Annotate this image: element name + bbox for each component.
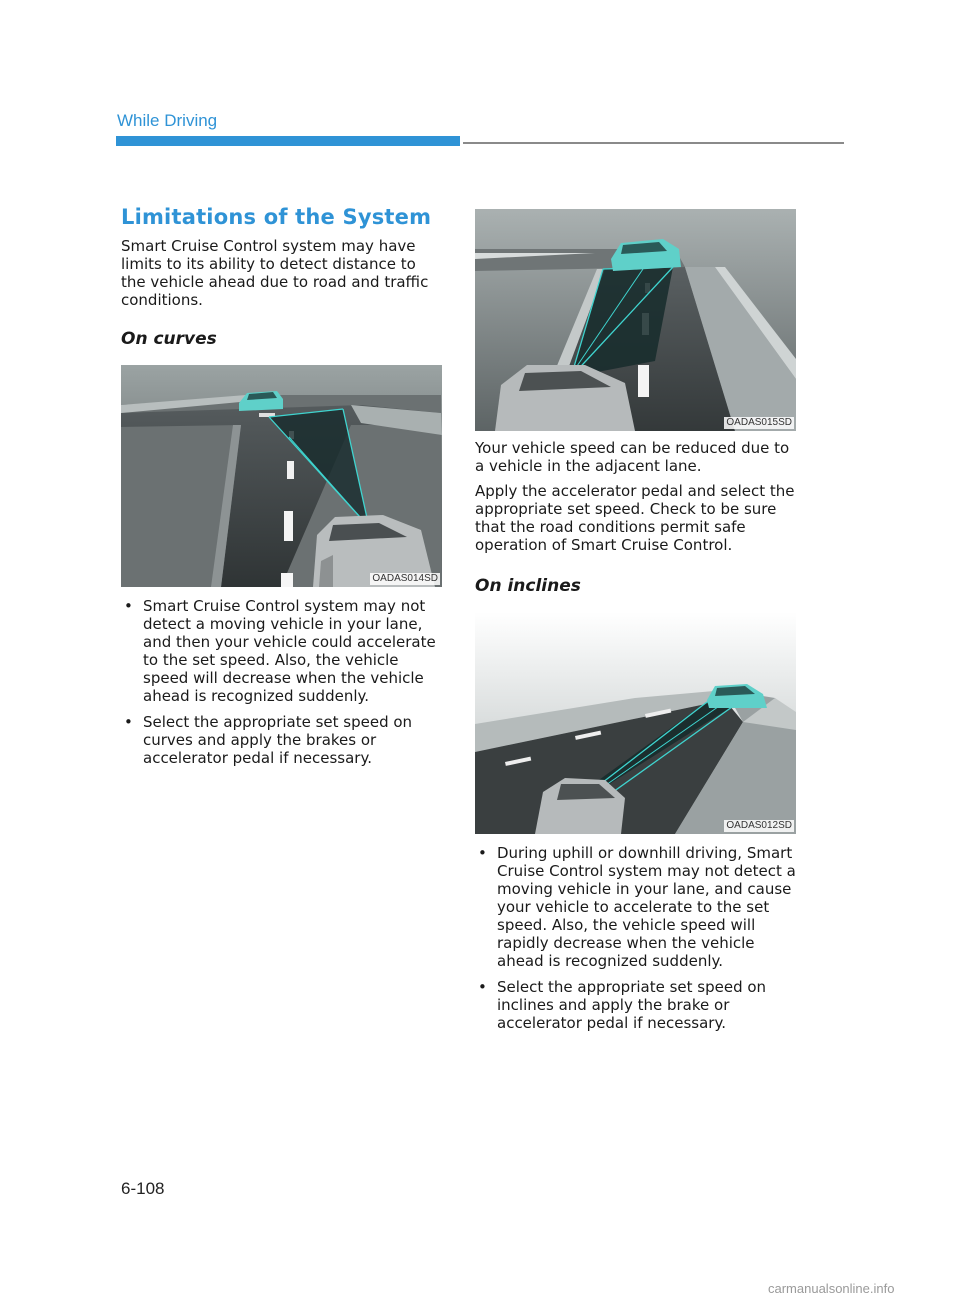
header-bar-accent [116, 136, 460, 146]
right-column [475, 209, 797, 1040]
curves-illustration [121, 365, 442, 587]
curves-title: On curves [121, 329, 217, 349]
inclines-title: On inclines [475, 576, 581, 596]
figure-code: OADAS014SD [372, 573, 438, 584]
inclines-bullet-list [475, 844, 797, 1032]
list-item: • During uphill or downhill driving, Smart Cruise Control system may not detect a moving vehicle in your lane, and cause your vehicle to accelerate to the set speed. Also, the vehicle speed will rapidly decrease when the vehicle ahead is recognized suddenly. [478, 844, 796, 970]
watermark: carmanualsonline.info [768, 1281, 895, 1296]
adjacent-lane-illustration [475, 209, 796, 431]
lead-vehicle [611, 239, 681, 271]
figure-inclines [475, 612, 796, 834]
adjacent-lane-paragraph: Your vehicle speed can be reduced due to a vehicle in the adjacent lane. [475, 439, 790, 475]
figure-adjacent-lane [475, 209, 796, 431]
curves-bullet-list [121, 597, 443, 767]
section-title: Limitations of the System [121, 205, 432, 229]
inclines-illustration [475, 612, 796, 834]
list-item: • Smart Cruise Control system may not detect a moving vehicle in your lane, and then your vehicle could accelerate to the set speed. Also, the vehicle speed will decrease when the vehicle ahead is recognized suddenly. [124, 597, 436, 705]
figure-code: OADAS015SD [726, 417, 792, 428]
header-bar-line [463, 142, 844, 144]
figure-code: OADAS012SD [726, 820, 792, 831]
list-item: • Select the appropriate set speed on curves and apply the brakes or accelerator pedal if necessary. [124, 713, 413, 767]
list-item: • Select the appropriate set speed on inclines and apply the brake or accelerator pedal if necessary. [478, 978, 767, 1032]
left-column [121, 205, 443, 775]
accelerator-paragraph: Apply the accelerator pedal and select the appropriate set speed. Check to be sure that the road conditions permit safe operation of Smart Cruise Control. [475, 482, 795, 554]
header-title: While Driving [117, 111, 218, 130]
figure-curves [121, 365, 442, 587]
page-number: 6-108 [121, 1179, 165, 1198]
intro-paragraph: Smart Cruise Control system may have limits to its ability to detect distance to the vehicle ahead due to road and traffic conditions. [121, 237, 429, 309]
